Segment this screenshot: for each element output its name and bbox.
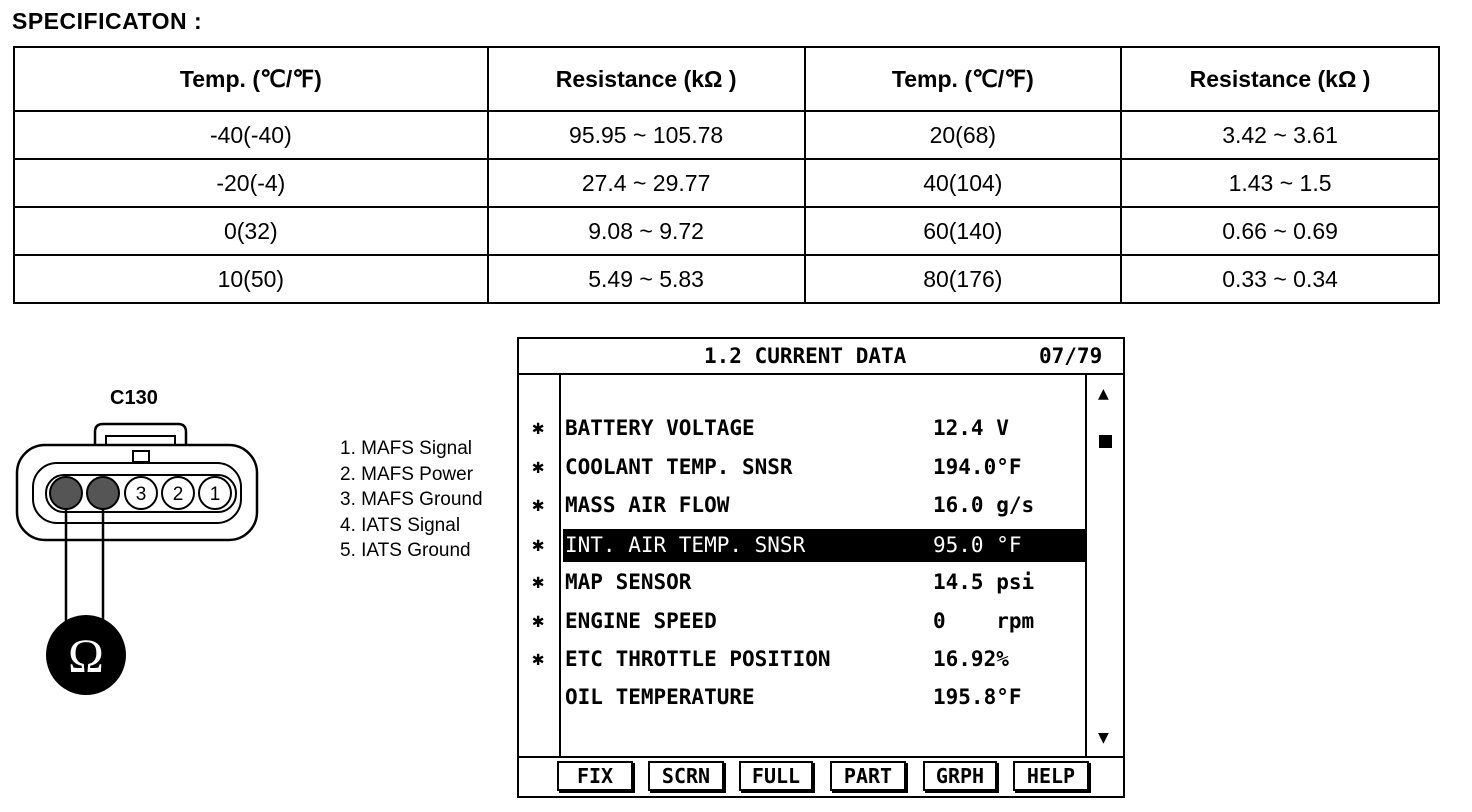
param-name: MASS AIR FLOW	[565, 493, 730, 517]
scan-title: 1.2 CURRENT DATA	[704, 344, 907, 368]
table-cell: 40(104)	[805, 159, 1122, 207]
fix-button[interactable]: FIX	[557, 761, 633, 791]
scroll-up-icon[interactable]: ▲	[1098, 383, 1109, 404]
pin-list-item: 3. MAFS Ground	[340, 489, 483, 510]
param-name: OIL TEMPERATURE	[565, 685, 755, 709]
table-cell: 20(68)	[805, 111, 1122, 159]
help-button[interactable]: HELP	[1013, 761, 1089, 791]
page-heading: SPECIFICATON :	[12, 8, 203, 34]
pin-list-item: 4. IATS Signal	[340, 514, 461, 536]
header-resistance-2: Resistance (kΩ )	[1121, 47, 1439, 111]
param-value: 194.0°F	[933, 455, 1022, 479]
table-cell: -20(-4)	[14, 159, 488, 207]
table-cell: 0.33 ~ 0.34	[1121, 255, 1439, 303]
table-cell: 5.49 ~ 5.83	[488, 255, 805, 303]
list-item[interactable]	[519, 489, 1085, 522]
list-item-highlighted[interactable]	[519, 529, 1085, 562]
table-cell: 3.42 ~ 3.61	[1121, 111, 1439, 159]
scroll-thumb[interactable]	[1099, 435, 1112, 448]
scan-title-bar	[519, 339, 1123, 375]
selected-mark-icon: ✱	[532, 454, 545, 478]
pin-1-number: 1	[209, 484, 221, 505]
list-item[interactable]	[519, 605, 1085, 638]
table-cell: 10(50)	[14, 255, 488, 303]
list-item[interactable]	[519, 412, 1085, 445]
scan-tool-screen	[517, 337, 1125, 798]
page-counter: 07/79	[1039, 344, 1103, 368]
pin-list-item: 2. MAFS Power	[340, 463, 474, 485]
param-value: 16.92%	[933, 647, 1009, 671]
function-key-bar	[519, 758, 1123, 796]
param-name: INT. AIR TEMP. SNSR	[565, 533, 806, 557]
header-temp-2: Temp. (℃/℉)	[805, 47, 1122, 111]
connector-latch-inner	[106, 436, 175, 445]
ohm-symbol: Ω	[68, 630, 104, 683]
pin-4	[87, 477, 119, 509]
param-value: 0 rpm	[933, 609, 1035, 633]
pin-list	[340, 436, 483, 564]
full-button[interactable]: FULL	[739, 761, 813, 791]
param-value: 95.0 °F	[933, 533, 1022, 557]
table-cell: 0.66 ~ 0.69	[1121, 207, 1439, 255]
scroll-down-icon[interactable]: ▼	[1098, 727, 1109, 748]
list-item[interactable]	[519, 566, 1085, 599]
grph-button[interactable]: GRPH	[923, 761, 997, 791]
param-name: BATTERY VOLTAGE	[565, 416, 755, 440]
header-resistance-1: Resistance (kΩ )	[488, 47, 805, 111]
table-cell: 9.08 ~ 9.72	[488, 207, 805, 255]
selected-mark-icon: ✱	[532, 415, 545, 439]
param-value: 195.8°F	[933, 685, 1022, 709]
connector-latch	[95, 424, 186, 445]
table-cell: 60(140)	[805, 207, 1122, 255]
pin-list-item: 5. IATS Ground	[340, 540, 471, 561]
param-value: 16.0 g/s	[933, 493, 1035, 517]
connector-label: C130	[110, 387, 158, 409]
selected-mark-icon: ✱	[532, 608, 545, 632]
param-name: COOLANT TEMP. SNSR	[565, 455, 793, 479]
table-cell: 0(32)	[14, 207, 488, 255]
param-value: 14.5 psi	[933, 570, 1035, 594]
table-cell: -40(-40)	[14, 111, 488, 159]
part-button[interactable]: PART	[830, 761, 906, 791]
scrn-button[interactable]: SCRN	[648, 761, 724, 791]
data-list	[519, 375, 1123, 758]
pin-3-number: 3	[135, 484, 147, 505]
table-cell: 1.43 ~ 1.5	[1121, 159, 1439, 207]
table-cell: 80(176)	[805, 255, 1122, 303]
param-name: ENGINE SPEED	[565, 609, 717, 633]
param-name: MAP SENSOR	[565, 570, 692, 594]
connector-diagram	[0, 0, 300, 812]
pin-list-item: 1. MAFS Signal	[340, 438, 472, 459]
scrollbar[interactable]	[1085, 375, 1123, 756]
list-item[interactable]	[519, 681, 1085, 714]
selected-mark-icon: ✱	[532, 569, 545, 593]
selected-mark-icon: ✱	[532, 532, 545, 556]
param-value: 12.4 V	[933, 416, 1009, 440]
header-temp-1: Temp. (℃/℉)	[14, 47, 488, 111]
list-item[interactable]	[519, 643, 1085, 676]
table-cell: 95.95 ~ 105.78	[488, 111, 805, 159]
selected-mark-icon: ✱	[532, 492, 545, 516]
pin-5	[50, 477, 82, 509]
selected-mark-icon: ✱	[532, 646, 545, 670]
list-item[interactable]	[519, 451, 1085, 484]
connector-key	[133, 451, 149, 462]
param-name: ETC THROTTLE POSITION	[565, 647, 831, 671]
table-cell: 27.4 ~ 29.77	[488, 159, 805, 207]
pin-2-number: 2	[172, 484, 184, 505]
